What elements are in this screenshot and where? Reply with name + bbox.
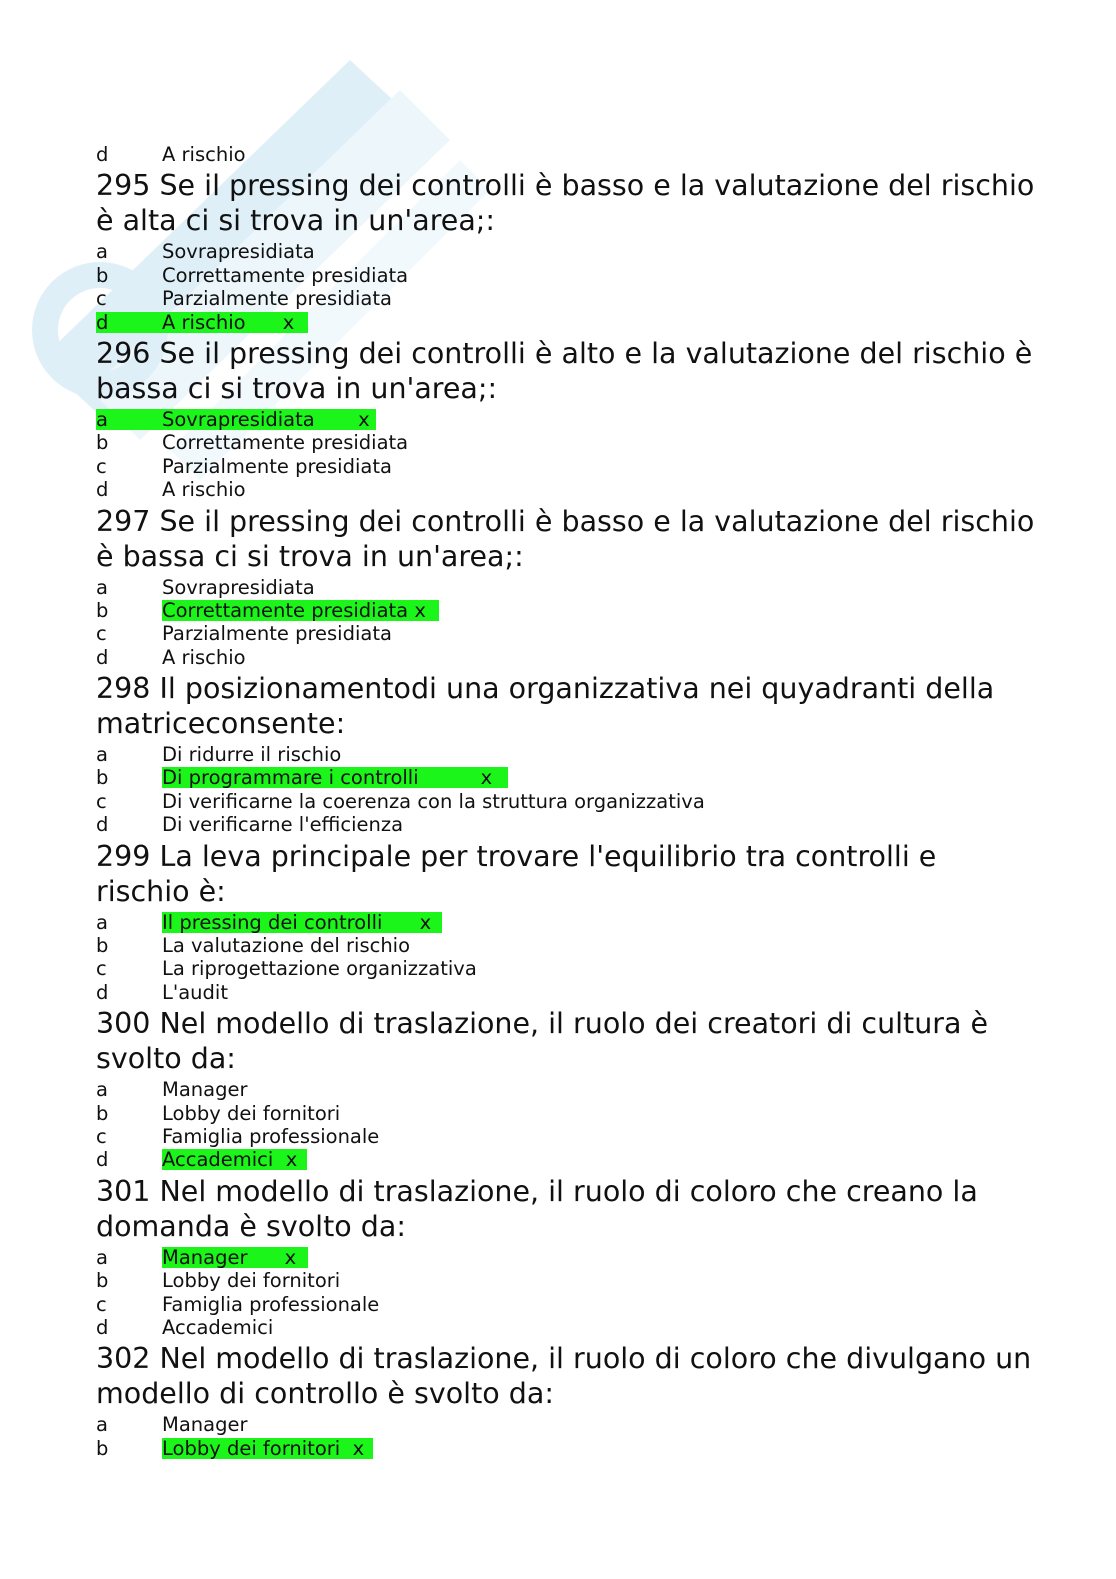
- question-text: Se il pressing dei controlli è alto e la valutazione del rischio è bassa ci si trova in un'area;:: [96, 336, 1033, 405]
- question-299: [96, 839, 1036, 909]
- option-text: Sovrapresidiata: [162, 240, 315, 264]
- option-row: [96, 240, 1036, 263]
- option-text: Sovrapresidiata x: [162, 407, 370, 431]
- question-text: Il posizionamentodi una organizzativa nei quyadranti della matriceconsente:: [96, 672, 995, 741]
- question-text: Se il pressing dei controlli è basso e la valutazione del rischio è alta ci si trova in un'area;:: [96, 169, 1035, 238]
- option-text: A rischio x: [162, 310, 295, 334]
- option-text: Famiglia professionale: [162, 1124, 380, 1148]
- option-text: Lobby dei fornitori: [162, 1101, 341, 1125]
- option-text: Di verificarne la coerenza con la struttura organizzativa: [162, 789, 705, 813]
- option-letter: a: [96, 1078, 108, 1102]
- question-296: [96, 336, 1036, 406]
- option-text: L'audit: [162, 980, 228, 1004]
- option-row: [96, 790, 1036, 813]
- question-number: 296: [96, 336, 151, 370]
- option-row: [96, 264, 1036, 287]
- option-text: Parzialmente presidiata: [162, 454, 392, 478]
- question-297: [96, 504, 1036, 574]
- option-letter: a: [96, 743, 108, 767]
- option-text: Di ridurre il rischio: [162, 743, 342, 767]
- option-letter: b: [96, 263, 109, 287]
- option-row: [96, 431, 1036, 454]
- option-row: [96, 981, 1036, 1004]
- question-text: La leva principale per trovare l'equilibrio tra controlli e rischio è:: [96, 839, 937, 908]
- option-row-correct: [96, 1437, 1036, 1460]
- option-row-correct: [96, 1148, 1036, 1171]
- question-number: 302: [96, 1342, 151, 1376]
- option-letter: c: [96, 454, 107, 478]
- option-text: Correttamente presidiata x: [162, 598, 426, 622]
- option-text: Lobby dei fornitori: [162, 1269, 341, 1293]
- option-letter: b: [96, 1101, 109, 1125]
- option-text: Sovrapresidiata: [162, 575, 315, 599]
- option-row-correct: [96, 408, 1036, 431]
- option-letter: b: [96, 934, 109, 958]
- option-letter: b: [96, 598, 109, 622]
- question-text: Nel modello di traslazione, il ruolo di coloro che divulgano un modello di controllo è svolto da:: [96, 1342, 1032, 1411]
- option-letter: b: [96, 431, 109, 455]
- option-letter: d: [96, 143, 109, 166]
- option-row-correct: [96, 911, 1036, 934]
- option-text: Accademici x: [162, 1148, 298, 1172]
- option-letter: b: [96, 766, 109, 790]
- option-letter: c: [96, 287, 107, 311]
- option-row: [96, 143, 1036, 166]
- option-row: [96, 957, 1036, 980]
- option-text: A rischio: [162, 143, 246, 166]
- question-302: [96, 1341, 1036, 1411]
- option-text: Famiglia professionale: [162, 1292, 380, 1316]
- option-letter: a: [96, 407, 108, 431]
- option-letter: a: [96, 1413, 108, 1437]
- option-text: Accademici: [162, 1315, 274, 1339]
- question-text: Nel modello di traslazione, il ruolo dei creatori di cultura è svolto da:: [96, 1007, 989, 1076]
- question-number: 297: [96, 504, 151, 538]
- option-row: [96, 1316, 1036, 1339]
- option-row: [96, 743, 1036, 766]
- option-letter: d: [96, 1148, 109, 1172]
- option-letter: a: [96, 910, 108, 934]
- question-number: 300: [96, 1007, 151, 1041]
- option-row: [96, 646, 1036, 669]
- option-row: [96, 287, 1036, 310]
- question-number: 298: [96, 672, 151, 706]
- question-text: Se il pressing dei controlli è basso e la valutazione del rischio è bassa ci si trova in un'area;:: [96, 504, 1035, 573]
- option-letter: d: [96, 813, 109, 837]
- question-number: 295: [96, 169, 151, 203]
- question-300: [96, 1006, 1036, 1076]
- option-row: [96, 813, 1036, 836]
- option-row: [96, 934, 1036, 957]
- question-text: Nel modello di traslazione, il ruolo di coloro che creano la domanda è svolto da:: [96, 1174, 978, 1243]
- option-letter: c: [96, 789, 107, 813]
- option-row-correct: [96, 599, 1036, 622]
- option-text: Correttamente presidiata: [162, 263, 409, 287]
- question-number: 299: [96, 839, 151, 873]
- option-row: [96, 622, 1036, 645]
- option-letter: d: [96, 1315, 109, 1339]
- document-body: [96, 143, 1036, 1460]
- option-row: [96, 455, 1036, 478]
- option-letter: c: [96, 957, 107, 981]
- option-letter: c: [96, 1124, 107, 1148]
- option-row: [96, 1078, 1036, 1101]
- option-text: La riprogettazione organizzativa: [162, 957, 477, 981]
- option-text: Manager: [162, 1078, 248, 1102]
- option-letter: c: [96, 622, 107, 646]
- option-row-correct: [96, 311, 1036, 334]
- question-number: 301: [96, 1174, 151, 1208]
- option-row-correct: [96, 766, 1036, 789]
- option-letter: b: [96, 1269, 109, 1293]
- option-text: Di verificarne l'efficienza: [162, 813, 404, 837]
- option-row: [96, 1293, 1036, 1316]
- option-row: [96, 478, 1036, 501]
- option-row: [96, 1102, 1036, 1125]
- option-text: Di programmare i controlli x: [162, 766, 493, 790]
- option-text: Manager x: [162, 1245, 297, 1269]
- option-letter: b: [96, 1436, 109, 1460]
- option-letter: a: [96, 240, 108, 264]
- option-letter: d: [96, 310, 109, 334]
- option-letter: a: [96, 1245, 108, 1269]
- question-301: [96, 1174, 1036, 1244]
- option-text: A rischio: [162, 645, 246, 669]
- option-text: Correttamente presidiata: [162, 431, 409, 455]
- option-letter: d: [96, 478, 109, 502]
- option-row: [96, 1269, 1036, 1292]
- option-text: La valutazione del rischio: [162, 934, 411, 958]
- option-letter: d: [96, 980, 109, 1004]
- option-text: Parzialmente presidiata: [162, 287, 392, 311]
- question-295: [96, 168, 1036, 238]
- option-row: [96, 1413, 1036, 1436]
- option-text: Il pressing dei controlli x: [162, 910, 432, 934]
- option-text: Parzialmente presidiata: [162, 622, 392, 646]
- option-row: [96, 1125, 1036, 1148]
- option-text: Manager: [162, 1413, 248, 1437]
- option-letter: d: [96, 645, 109, 669]
- option-text: A rischio: [162, 478, 246, 502]
- option-text: Lobby dei fornitori x: [162, 1436, 365, 1460]
- option-letter: a: [96, 575, 108, 599]
- option-letter: c: [96, 1292, 107, 1316]
- question-298: [96, 671, 1036, 741]
- option-row-correct: [96, 1246, 1036, 1269]
- option-row: [96, 576, 1036, 599]
